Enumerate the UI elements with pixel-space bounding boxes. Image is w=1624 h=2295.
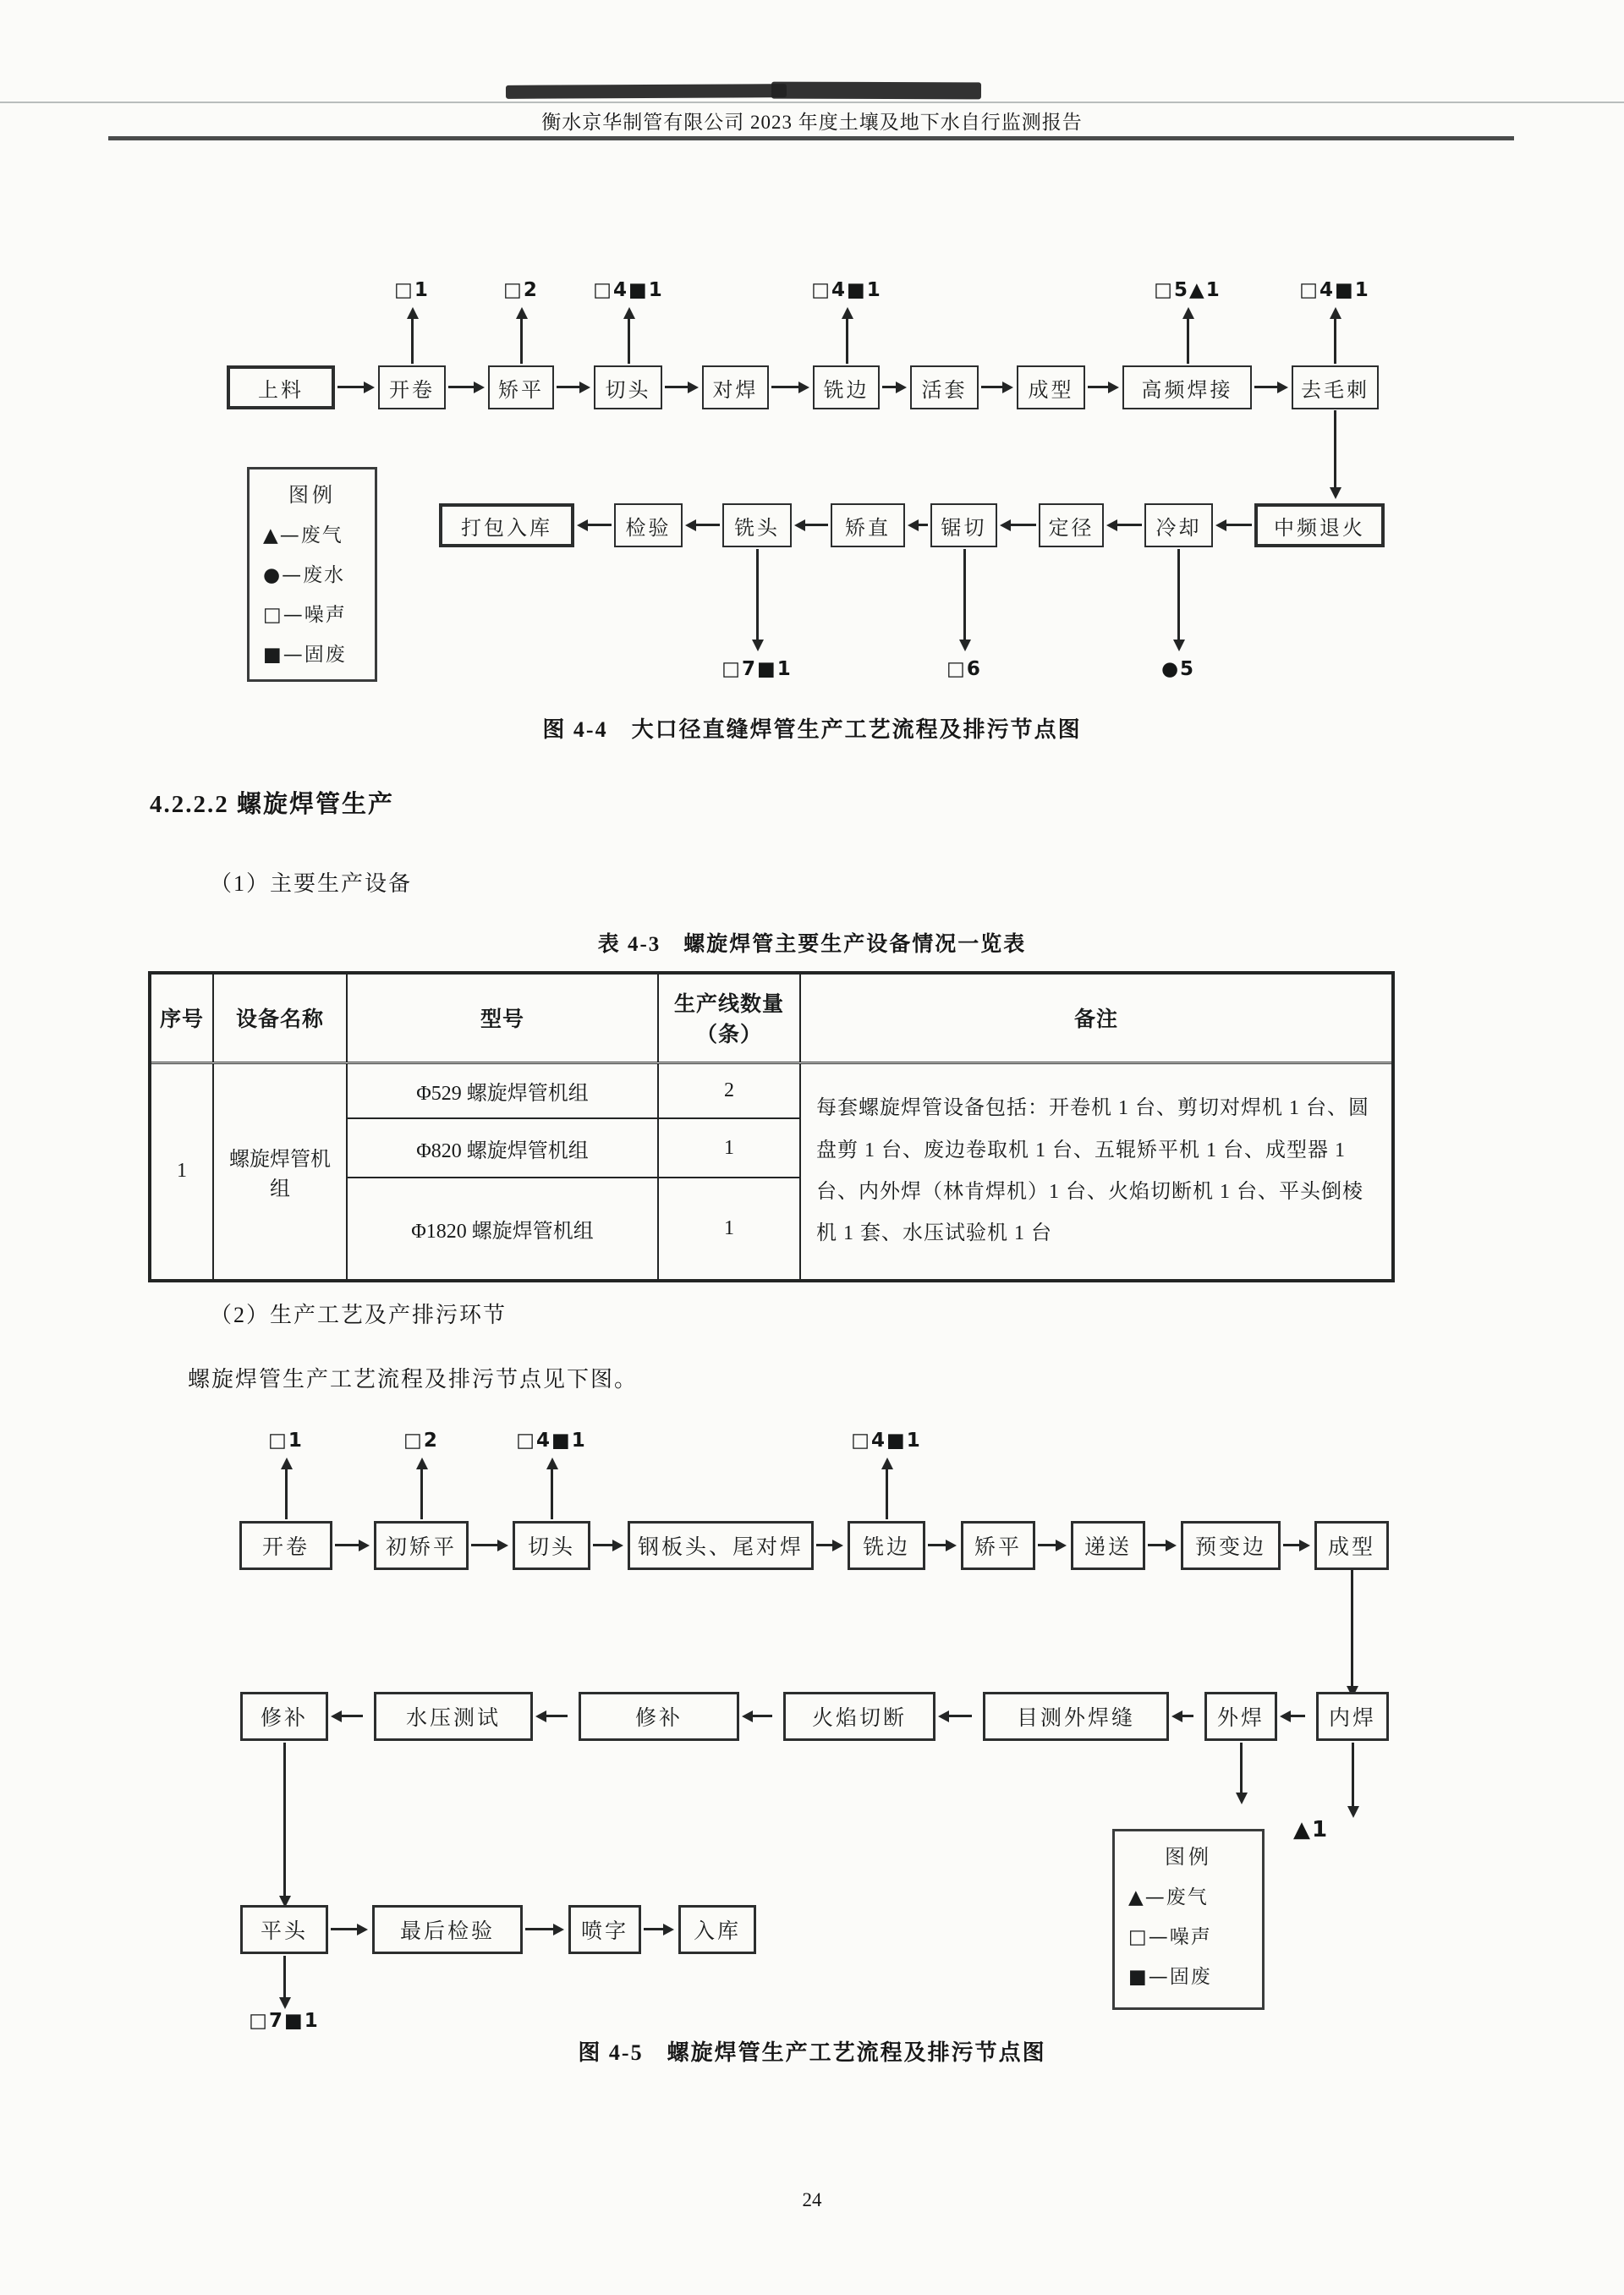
flow-node: 递送 — [1071, 1521, 1145, 1570]
col-header-remark: 备注 — [800, 973, 1393, 1062]
pollution-marker: □7■1 — [249, 2010, 320, 2032]
flow-node: 入库 — [678, 1905, 756, 1954]
arrow-down-icon — [283, 1956, 286, 2000]
arrow-left-icon — [804, 524, 828, 526]
flow-node: 开卷 — [239, 1521, 332, 1570]
arrow-right-icon — [593, 1544, 614, 1546]
figure-4-5-flowchart — [127, 1413, 1429, 2043]
flow-node: 上料 — [227, 365, 335, 409]
arrow-right-icon — [331, 1928, 359, 1930]
scan-smudge — [506, 84, 787, 99]
arrow-right-icon — [644, 1928, 665, 1930]
arrow-right-icon — [525, 1928, 555, 1930]
arrow-up-icon — [886, 1467, 888, 1519]
flow-node: 定径 — [1039, 503, 1104, 547]
arrow-right-icon — [471, 1544, 499, 1546]
arrow-down-icon — [963, 549, 966, 642]
arrow-left-icon — [751, 1715, 772, 1717]
flow-node: 修补 — [579, 1692, 739, 1741]
legend-box — [1112, 1829, 1265, 2010]
arrow-left-icon — [694, 524, 720, 526]
flow-node: 铣头 — [722, 503, 792, 547]
col-header-lines: 生产线数量（条） — [658, 973, 800, 1062]
legend-item-noise: □—噪声 — [1128, 1926, 1212, 1948]
pollution-marker: ●5 — [1160, 658, 1196, 680]
arrow-up-icon — [1187, 316, 1189, 364]
arrow-left-icon — [1009, 524, 1036, 526]
pollution-marker: □4■1 — [1299, 279, 1370, 301]
cell-model: Φ529 螺旋焊管机组 — [347, 1062, 658, 1118]
document-header-title: 衡水京华制管有限公司 2023 年度土壤及地下水自行监测报告 — [541, 112, 1083, 133]
flow-node: 开卷 — [378, 365, 446, 409]
flow-node: 冷却 — [1144, 503, 1213, 547]
flow-node: 打包入库 — [439, 503, 574, 547]
arrow-down-icon — [283, 1743, 286, 1898]
cell-count: 1 — [658, 1118, 800, 1178]
pollution-marker: □7■1 — [721, 658, 793, 680]
flow-node: 矫平 — [961, 1521, 1035, 1570]
arrow-right-icon — [337, 386, 365, 388]
legend-item-wastewater: ●—废水 — [263, 564, 346, 586]
flow-node: 钢板头、尾对焊 — [628, 1521, 814, 1570]
legend-item-noise: □—噪声 — [263, 604, 347, 626]
arrow-right-icon — [665, 386, 689, 388]
pollution-marker: □1 — [394, 279, 430, 301]
cell-seq: 1 — [150, 1062, 213, 1281]
arrow-down-icon — [1240, 1743, 1243, 1795]
pollution-marker: □6 — [946, 658, 982, 680]
header-rule-thick — [108, 136, 1514, 140]
pollution-marker: ▲1 — [1292, 1817, 1330, 1842]
legend-box — [247, 467, 377, 682]
arrow-up-icon — [846, 316, 848, 364]
flow-node: 切头 — [594, 365, 662, 409]
legend-title: 图例 — [1165, 1847, 1212, 1869]
arrow-right-icon — [1283, 1544, 1301, 1546]
legend-item-solid-waste: ■—固废 — [263, 644, 347, 666]
cell-model: Φ820 螺旋焊管机组 — [347, 1118, 658, 1178]
arrow-left-icon — [1289, 1715, 1305, 1717]
flow-node: 外焊 — [1204, 1692, 1277, 1741]
arrow-up-icon — [1334, 316, 1336, 364]
flow-node: 成型 — [1314, 1521, 1389, 1570]
col-header-device: 设备名称 — [213, 973, 347, 1062]
table-row — [150, 1062, 1393, 1118]
arrow-right-icon — [882, 386, 897, 388]
table-4-3-title: 表 4-3 螺旋焊管主要生产设备情况一览表 — [597, 933, 1027, 956]
page-number: 24 — [802, 2189, 822, 2210]
pollution-marker: □4■1 — [516, 1430, 587, 1452]
arrow-right-icon — [928, 1544, 947, 1546]
arrow-left-icon — [340, 1715, 363, 1717]
flow-node: 水压测试 — [374, 1692, 533, 1741]
arrow-right-icon — [1088, 386, 1110, 388]
col-header-seq: 序号 — [150, 973, 213, 1062]
arrow-left-icon — [1225, 524, 1252, 526]
flow-node: 初矫平 — [374, 1521, 469, 1570]
arrow-right-icon — [1038, 1544, 1057, 1546]
arrow-up-icon — [411, 316, 414, 364]
cell-device: 螺旋焊管机组 — [213, 1062, 347, 1281]
flow-node: 矫平 — [488, 365, 554, 409]
arrow-down-icon — [756, 549, 759, 642]
arrow-right-icon — [1148, 1544, 1167, 1546]
arrow-down-icon — [1177, 549, 1180, 642]
flow-node: 内焊 — [1316, 1692, 1389, 1741]
arrow-right-icon — [1254, 386, 1279, 388]
flow-node: 高频焊接 — [1122, 365, 1252, 409]
cell-model: Φ1820 螺旋焊管机组 — [347, 1178, 658, 1281]
arrow-right-icon — [981, 386, 1004, 388]
arrow-left-icon — [947, 1715, 972, 1717]
flow-node: 目测外焊缝 — [983, 1692, 1169, 1741]
flow-node: 铣边 — [813, 365, 880, 409]
header-rule-thin — [0, 102, 1624, 103]
flow-node: 铣边 — [848, 1521, 925, 1570]
pollution-marker: □2 — [503, 279, 539, 301]
paragraph: 螺旋焊管生产工艺流程及排污节点见下图。 — [188, 1367, 639, 1392]
cell-count: 2 — [658, 1062, 800, 1118]
cell-remark: 每套螺旋焊管设备包括：开卷机 1 台、剪切对焊机 1 台、圆盘剪 1 台、废边卷取机 1 台、五辊矫平机 1 台、成型器 1 台、内外焊（林肯焊机）1 台、火焰切断机 1 台、平头倒棱机 1 套、水压试验机 1 台 — [800, 1062, 1393, 1281]
legend-item-gas: ▲—废气 — [263, 524, 343, 546]
figure-4-4-caption: 图 4-4 大口径直缝焊管生产工艺流程及排污节点图 — [542, 717, 1082, 742]
legend-title: 图例 — [288, 485, 336, 507]
pollution-marker: □1 — [268, 1430, 304, 1452]
flow-node: 检验 — [614, 503, 683, 547]
flow-node: 中频退火 — [1254, 503, 1385, 547]
arrow-up-icon — [551, 1467, 553, 1519]
arrow-right-icon — [448, 386, 475, 388]
arrow-up-icon — [520, 316, 523, 364]
flow-node: 去毛刺 — [1292, 365, 1379, 409]
flow-node: 最后检验 — [372, 1905, 523, 1954]
arrow-right-icon — [335, 1544, 360, 1546]
arrow-left-icon — [586, 524, 612, 526]
flow-node: 平头 — [240, 1905, 328, 1954]
pollution-marker: □4■1 — [811, 279, 882, 301]
equipment-table — [148, 971, 1395, 1282]
flow-node: 喷字 — [568, 1905, 641, 1954]
figure-4-4-flowchart — [127, 254, 1429, 702]
flow-node: 对焊 — [702, 365, 769, 409]
arrow-left-icon — [545, 1715, 568, 1717]
arrow-down-icon — [1334, 410, 1336, 490]
arrow-right-icon — [771, 386, 800, 388]
arrow-left-icon — [1181, 1715, 1193, 1717]
arrow-left-icon — [1116, 524, 1142, 526]
arrow-up-icon — [420, 1467, 423, 1519]
arrow-right-icon — [816, 1544, 834, 1546]
arrow-left-icon — [917, 524, 928, 526]
flow-node: 矫直 — [831, 503, 905, 547]
arrow-down-icon — [1351, 1570, 1353, 1688]
flow-node: 切头 — [513, 1521, 590, 1570]
flow-node: 成型 — [1017, 365, 1085, 409]
scan-smudge — [771, 82, 981, 100]
pollution-marker: □2 — [403, 1430, 439, 1452]
pollution-marker: □4■1 — [593, 279, 664, 301]
list-item-1: （1）主要生产设备 — [210, 871, 413, 896]
figure-4-5-caption: 图 4-5 螺旋焊管生产工艺流程及排污节点图 — [578, 2040, 1046, 2065]
flow-node: 预变边 — [1181, 1521, 1281, 1570]
legend-item-gas: ▲—废气 — [1128, 1886, 1209, 1908]
flow-node: 锯切 — [930, 503, 997, 547]
arrow-up-icon — [628, 316, 630, 364]
arrow-down-icon — [1352, 1743, 1354, 1809]
list-item-2: （2）生产工艺及产排污环节 — [210, 1303, 508, 1327]
flow-node: 修补 — [240, 1692, 328, 1741]
arrow-right-icon — [557, 386, 581, 388]
legend-item-solid-waste: ■—固废 — [1128, 1966, 1212, 1988]
pollution-marker: □4■1 — [851, 1430, 922, 1452]
flow-node: 活套 — [910, 365, 979, 409]
flow-node: 火焰切断 — [783, 1692, 935, 1741]
pollution-marker: □5▲1 — [1154, 279, 1221, 301]
arrow-up-icon — [285, 1467, 288, 1519]
cell-count: 1 — [658, 1178, 800, 1281]
col-header-model: 型号 — [347, 973, 658, 1062]
section-heading-4222: 4.2.2.2 螺旋焊管生产 — [150, 791, 395, 818]
